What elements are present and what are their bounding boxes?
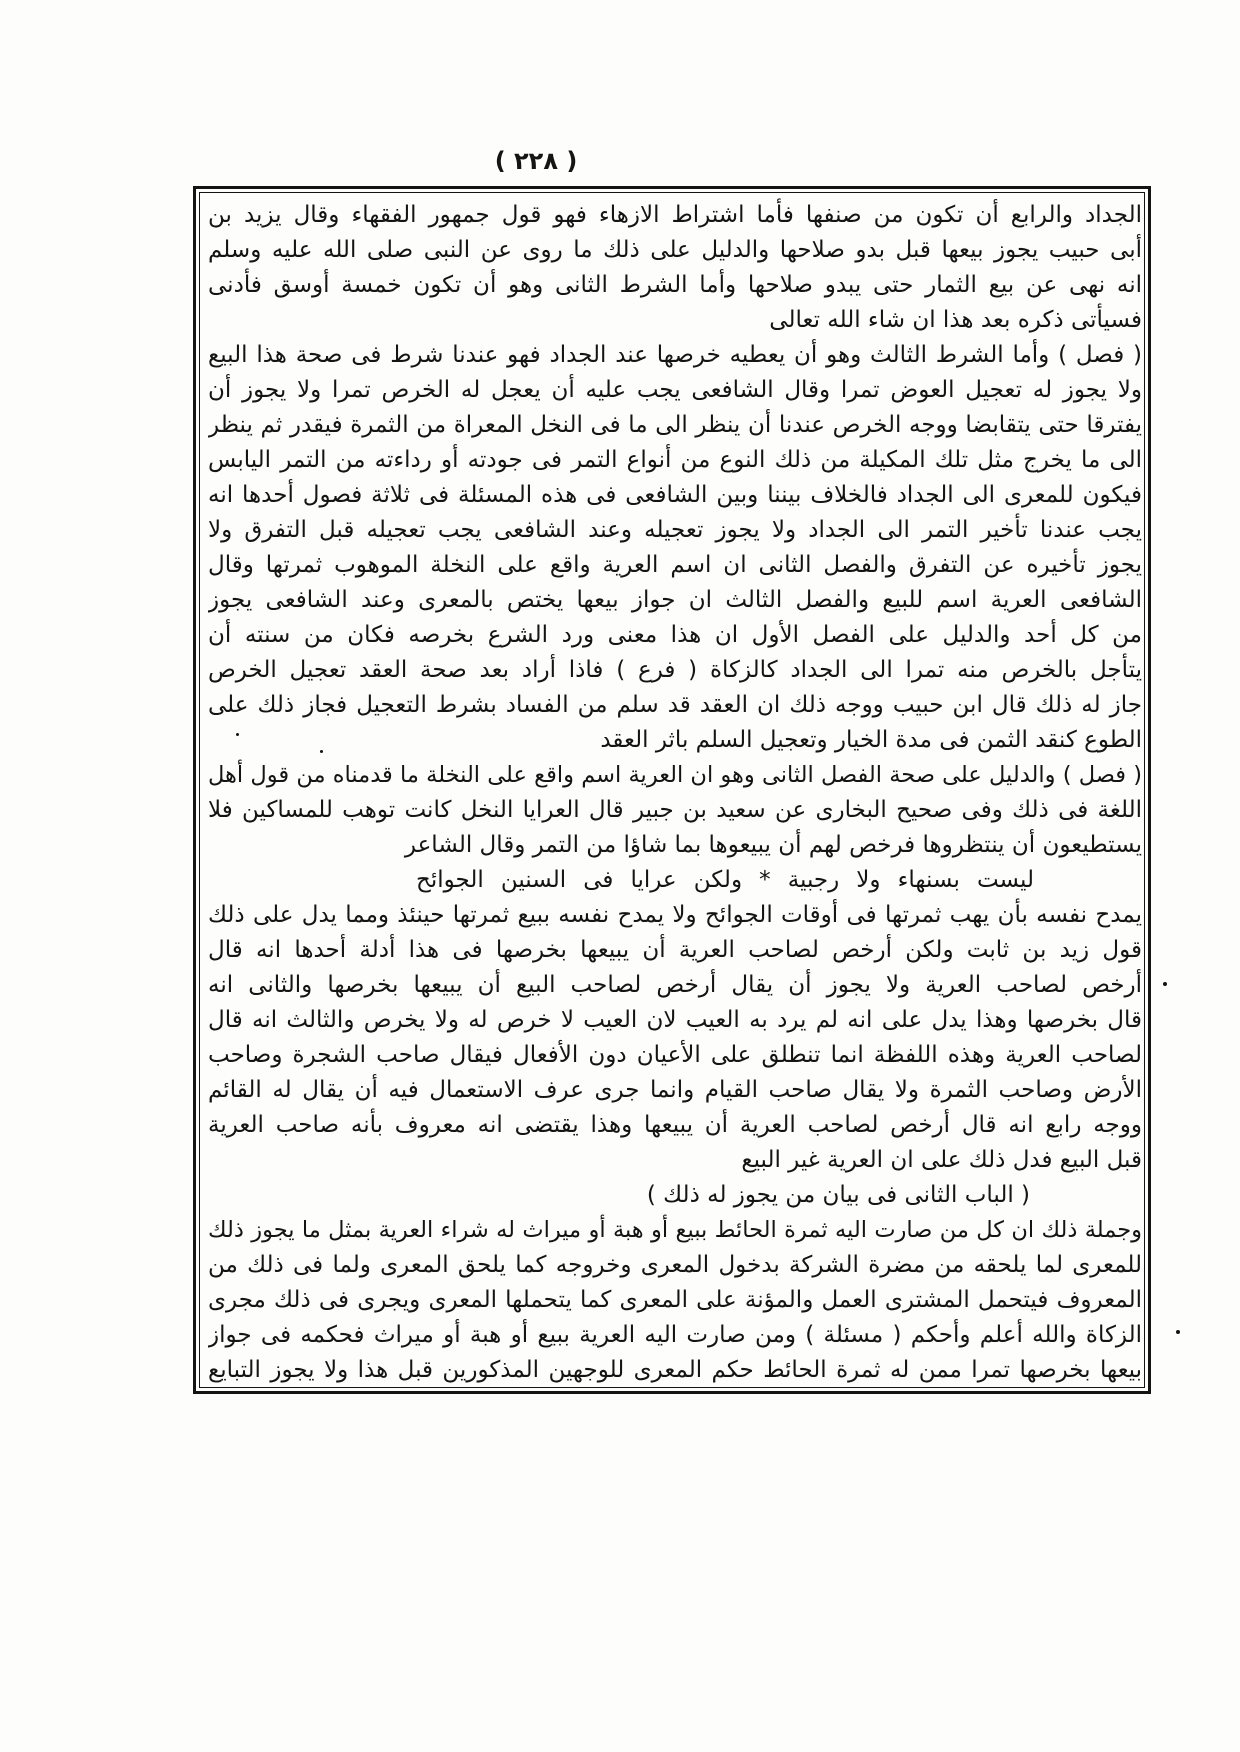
text-line: انه نهى عن بيع الثمار حتى يبدو صلاحها وأما الشرط الثانى وهو أن تكون خمسة أوسق فأدنى (208, 272, 1142, 298)
text-line: قول زيد بن ثابت ولكن أرخص لصاحب العرية أن يبيعها بخرصها فى هذا أدلة أحدها انه قال (208, 937, 1142, 963)
text-line: يستطيعون أن ينتظروها فرخص لهم أن يبيعوها بما شاؤا من التمر وقال الشاعر (404, 832, 1142, 858)
text-line: أرخص لصاحب العرية ولا يجوز أن يقال أرخص لصاحب البيع أن يبيعها بخرصها والثانى انه (208, 972, 1142, 998)
text-line: أبى حبيب يجوز بيعها قبل بدو صلاحها والدليل على ذلك ما روى عن النبى صلى الله عليه وسلم (208, 237, 1142, 263)
text-line: فيكون للمعرى الى الجداد فالخلاف بيننا وبين الشافعى فى هذه المسئلة فى ثلاثة فصول أحدها انه (208, 482, 1142, 508)
text-line: لصاحب العرية وهذه اللفظة انما تنطلق على الأعيان دون الأفعال فيقال صاحب الشجرة وصاحب (208, 1042, 1142, 1068)
text-line: يتأجل بالخرص منه تمرا الى الجداد كالزكاة ( فرع ) فاذا أراد بعد صحة العقد تعجيل الخرص (208, 657, 1142, 683)
text-line: قبل البيع فدل ذلك على ان العرية غير البيع (741, 1147, 1142, 1173)
text-line: ووجه رابع انه قال أرخص لصاحب العرية أن يبيعها وهذا يقتضى انه معروف بأنه صاحب العرية (208, 1112, 1142, 1138)
text-line: الزكاة والله أعلم وأحكم ( مسئلة ) ومن صارت اليه العرية ببيع أو هبة أو ميراث فحكمه فى جواز (208, 1322, 1142, 1348)
text-line: وجملة ذلك ان كل من صارت اليه ثمرة الحائط ببيع أو هبة أو ميراث له شراء العرية بمثل ما يجوز ذلك (208, 1217, 1142, 1243)
page-number: ( ٢٢٨ ) (494, 147, 578, 175)
text-line: فسيأتى ذكره بعد هذا ان شاء الله تعالى (769, 307, 1142, 333)
text-line: الى ما يخرج مثل تلك المكيلة من ذلك النوع من أنواع التمر فى جودته أو رداءته من التمر اليابس (208, 447, 1142, 473)
text-line: جاز له ذلك قال ابن حبيب ووجه ذلك ان العقد قد سلم من الفساد بشرط التعجيل فجاز ذلك على (208, 692, 1142, 718)
scan-speck (1163, 982, 1167, 986)
text-line: قال بخرصها وهذا يدل على انه لم يرد به العيب لان العيب لا خرص له ولا يخرص والثالث انه قال (208, 1007, 1142, 1033)
text-line: يجوز تأخيره عن التفرق والفصل الثانى ان اسم العرية واقع على النخلة الموهوب ثمرتها وقال (208, 552, 1142, 578)
chapter-heading: ( الباب الثانى فى بيان من يجوز له ذلك ) (646, 1182, 1030, 1208)
text-line: الجداد والرابع أن تكون من صنفها فأما اشتراط الازهاء فهو قول جمهور الفقهاء وقال يزيد بن (208, 202, 1142, 228)
text-line: الطوع كنقد الثمن فى مدة الخيار وتعجيل السلم باثر العقد (600, 727, 1142, 753)
text-line: الأرض وصاحب الثمرة ولا يقال صاحب القيام وانما جرى عرف الاستعمال فيه أن يقال له القائم (208, 1077, 1142, 1103)
scan-speck (236, 733, 239, 736)
text-line: المعروف فيتحمل المشترى العمل والمؤنة على المعرى كما يتحملها المعرى ويجرى فى ذلك مجرى (208, 1287, 1142, 1313)
text-line: يفترقا حتى يتقابضا ووجه الخرص عندنا أن ينظر الى ما فى النخل المعراة من الثمرة فيقدر ثم ينظر (208, 412, 1142, 438)
text-line: اللغة فى ذلك وفى صحيح البخارى عن سعيد بن جبير قال العرايا النخل كانت توهب للمساكين فلا (208, 797, 1142, 823)
text-line: يمدح نفسه بأن يهب ثمرتها فى أوقات الجوائح ولا يمدح نفسه ببيع ثمرتها حينئذ ومما يدل على ذلك (208, 902, 1142, 928)
scan-speck (320, 750, 323, 753)
verse-line: ليست بسنهاء ولا رجبية * ولكن عرايا فى السنين الجوائح (416, 867, 1034, 893)
section-line: ( فصل ) والدليل على صحة الفصل الثانى وهو ان العرية اسم واقع على النخلة ما قدمناه من قول أهل (208, 762, 1142, 788)
text-line: ولا يجوز له تعجيل العوض تمرا وقال الشافعى يجب عليه أن يعجل له الخرص تمرا ولا يجوز أن (208, 377, 1142, 403)
text-line: من كل أحد والدليل على الفصل الأول ان هذا معنى ورد الشرع بخرصه فكان من سنته أن (208, 622, 1142, 648)
section-line: ( فصل ) وأما الشرط الثالث وهو أن يعطيه خرصها عند الجداد فهو عندنا شرط فى صحة هذا البيع (208, 342, 1142, 368)
text-body (208, 198, 1142, 1388)
text-line: الشافعى العرية اسم للبيع والفصل الثالث ان جواز بيعها يختص بالمعرى وعند الشافعى يجوز (208, 587, 1142, 613)
text-line: للمعرى لما يلحقه من مضرة الشركة بدخول المعرى وخروجه كما يلحق المعرى ولما فى ذلك من (208, 1252, 1142, 1278)
text-line: يجب عندنا تأخير التمر الى الجداد ولا يجوز تعجيله وعند الشافعى يجب تعجيله قبل التفرق ولا (208, 517, 1142, 543)
text-line: بيعها بخرصها تمرا ممن له ثمرة الحائط حكم المعرى للوجهين المذكورين قبل هذا ولا يجوز التبايع (208, 1357, 1142, 1383)
scan-speck (1176, 1330, 1180, 1334)
